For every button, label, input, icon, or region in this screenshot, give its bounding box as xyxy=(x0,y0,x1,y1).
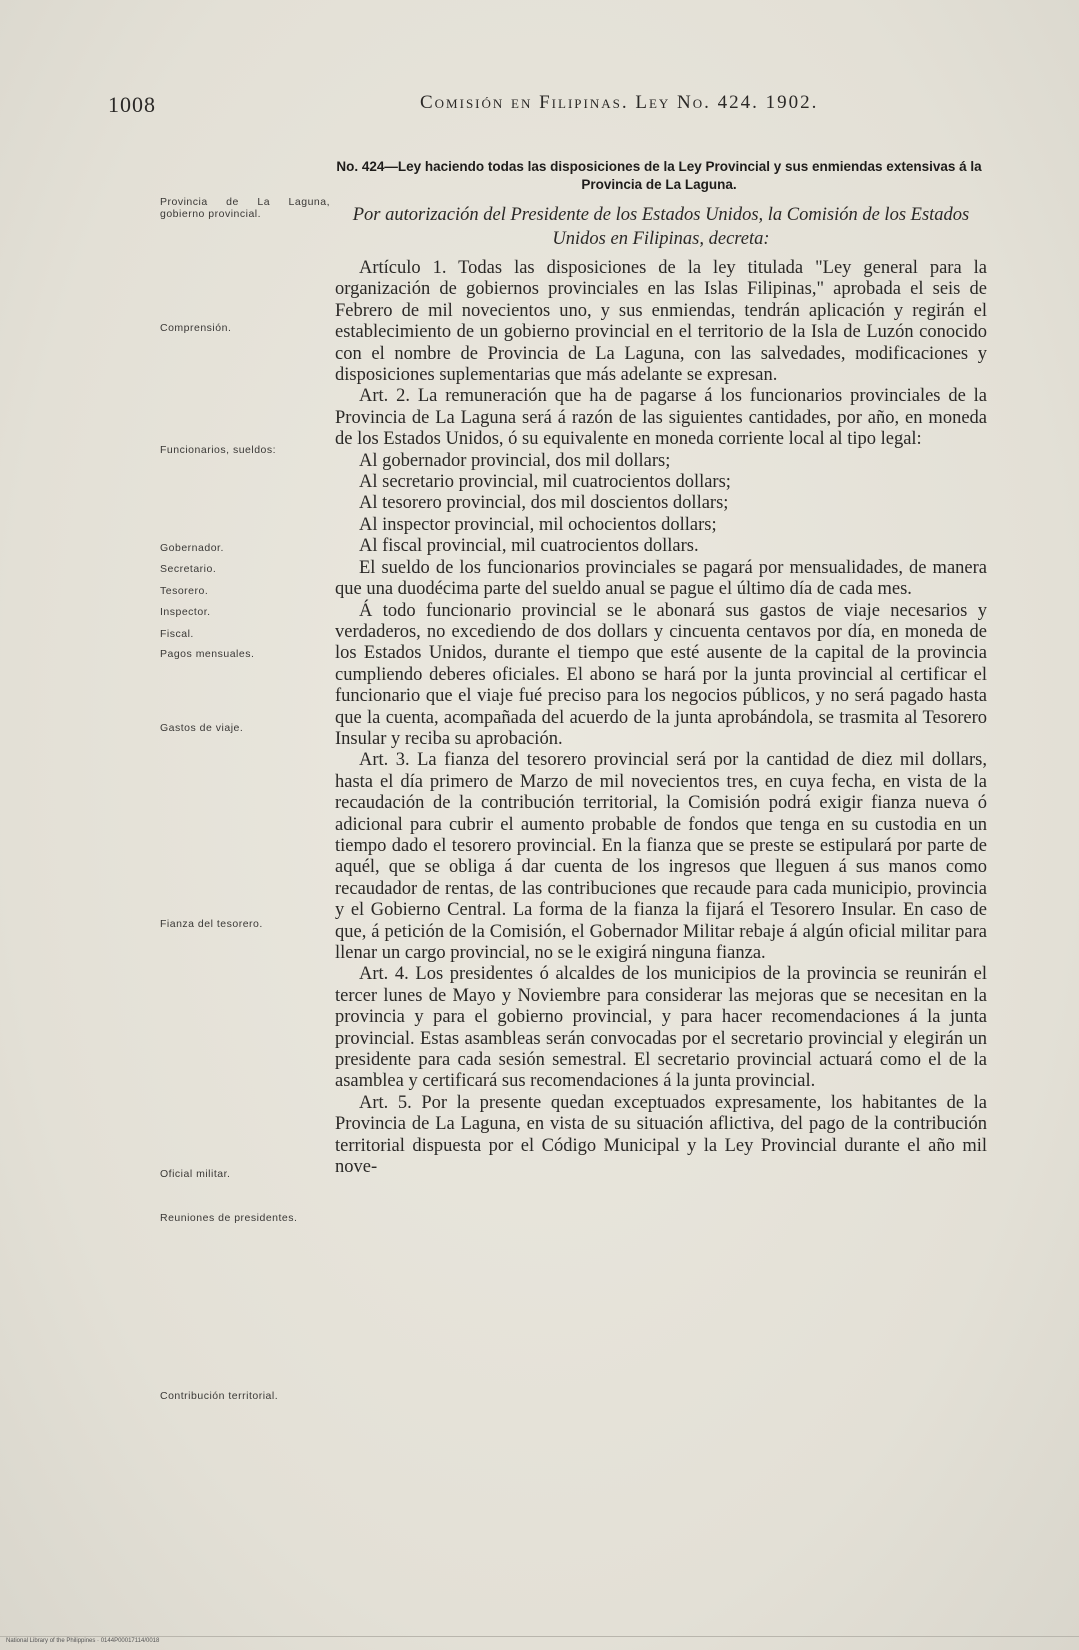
margin-note-oficial: Oficial militar. xyxy=(160,1168,231,1180)
body-text xyxy=(335,258,987,1178)
preamble: Por autorización del Presidente de los Estados Unidos, la Comisión de los Estados Unidos en Filipinas, decreta: xyxy=(352,205,970,249)
margin-note-gastos: Gastos de viaje. xyxy=(160,722,244,734)
paragraph-pagos-mensuales: El sueldo de los funcionarios provinciales se pagará por mensualidades, de manera que una duodécima parte del sueldo anual se pague el último día de cada mes. xyxy=(335,557,987,600)
margin-note-funcionarios: Funcionarios, sueldos: xyxy=(160,444,277,456)
margin-note-inspector: Inspector. xyxy=(160,606,211,618)
margin-note-fianza: Fianza del tesorero. xyxy=(160,918,263,930)
margin-note-reuniones: Reuniones de presidentes. xyxy=(160,1212,298,1224)
margin-note-comprension: Comprensión. xyxy=(160,322,232,334)
page-number: 1008 xyxy=(108,92,156,117)
salary-fiscal: Al fiscal provincial, mil cuatrocientos dollars. xyxy=(359,536,699,557)
footer-divider xyxy=(0,1636,1079,1637)
footer-source: National Library of the Philippines · 0144P00017114/0018 xyxy=(6,1638,160,1644)
salary-tesorero: Al tesorero provincial, dos mil doscientos dollars; xyxy=(359,493,729,514)
article-2: Art. 2. La remuneración que ha de pagarse á los funcionarios provinciales de la Provincia de La Laguna será á razón de las siguientes cantidades, por año, en moneda de los Estados Unidos, ó su equivalente en moneda corriente local al tipo legal: xyxy=(335,386,987,450)
margin-note-secretario: Secretario. xyxy=(160,563,217,575)
article-1: Artículo 1. Todas las disposiciones de la ley titulada "Ley general para la organización de gobiernos provinciales en las Islas Filipinas," aprobada el seis de Febrero de mil novecientos uno, y sus enmiendas, tendrán aplicación y regirán el establecimiento de un gobierno provincial en el territorio de la Isla de Luzón conocido con el nombre de Provincia de La Laguna, con las salvedades, modificaciones y disposiciones suplementarias que más adelante se expresan. xyxy=(335,258,987,386)
margin-note-provincia: Provincia de La Laguna, gobierno provincial. xyxy=(160,196,330,220)
article-3: Art. 3. La fianza del tesorero provincial será por la cantidad de diez mil dollars, hasta el día primero de Marzo de mil novecientos tres, en cuya fecha, en vista de la recaudación de la contribución territorial, la Comisión podrá exigir fianza nueva ó adicional para cubrir el aumento probable de fondos que tenga en su custodia en un tiempo dado el tesorero provincial. En la fianza que se preste se estipulará por parte de aquél, que se obliga á dar cuenta de los ingresos que lleguen á sus manos como recaudador de rentas, de las contribuciones que recaude para cada municipio, provincia y el Gobierno Central. La forma de la fianza la fijará el Tesorero Insular. En caso de que, á petición de la Comisión, el Gobernador Militar rebaje á algún oficial militar para llenar un cargo provincial, no se le exigirá ninguna fianza. xyxy=(335,750,987,963)
margin-note-tesorero: Tesorero. xyxy=(160,585,209,597)
page-header xyxy=(0,92,1079,122)
margin-note-pagos: Pagos mensuales. xyxy=(160,648,255,660)
margin-note-gobernador: Gobernador. xyxy=(160,542,224,554)
article-5: Art. 5. Por la presente quedan exceptuados expresamente, los habitantes de la Provincia de La Laguna, en vista de su situación aflictiva, del pago de la contribución territorial dispuesta por el Código Municipal y la Ley Provincial durante el año mil nove- xyxy=(335,1092,987,1178)
article-4: Art. 4. Los presidentes ó alcaldes de los municipios de la provincia se reunirán el tercer lunes de Mayo y Noviembre para considerar las mejoras que se necesitan en la provincia y para el gobierno provincial, y para hacer recomendaciones á la junta provincial. Estas asambleas serán convocadas por el secretario provincial y elegirán un presidente para cada sesión semestral. El secretario provincial actuará como el de la asamblea y certificará sus recomendaciones á la junta provincial. xyxy=(335,964,987,1092)
running-head: Comisión en Filipinas. Ley No. 424. 1902. xyxy=(420,92,819,113)
salary-gobernador: Al gobernador provincial, dos mil dollars; xyxy=(359,450,671,471)
margin-note-contribucion: Contribución territorial. xyxy=(160,1390,279,1402)
salary-inspector: Al inspector provincial, mil ochocientos dollars; xyxy=(359,514,717,535)
salary-secretario: Al secretario provincial, mil cuatrocientos dollars; xyxy=(359,472,731,493)
paragraph-gastos-viaje: Á todo funcionario provincial se le abonará sus gastos de viaje necesarios y verdaderos, no excediendo de dos dollars y cincuenta centavos por día, en moneda de los Estados Unidos, durante el tiempo que esté ausente de la capital de la provincia cumpliendo deberes oficiales. El abono se hará por la junta provincial al certificar el funcionario que el viaje fué preciso para los negocios públicos, y no será pagado hasta que la cuenta, acompañada del acuerdo de la junta aprobándola, se trasmita al Tesorero Insular y reciba su aprobación. xyxy=(335,600,987,749)
law-title: No. 424—Ley haciendo todas las disposiciones de la Ley Provincial y sus enmiendas extensivas á la Provincia de La Laguna. xyxy=(336,159,982,192)
margin-note-fiscal: Fiscal. xyxy=(160,628,194,640)
